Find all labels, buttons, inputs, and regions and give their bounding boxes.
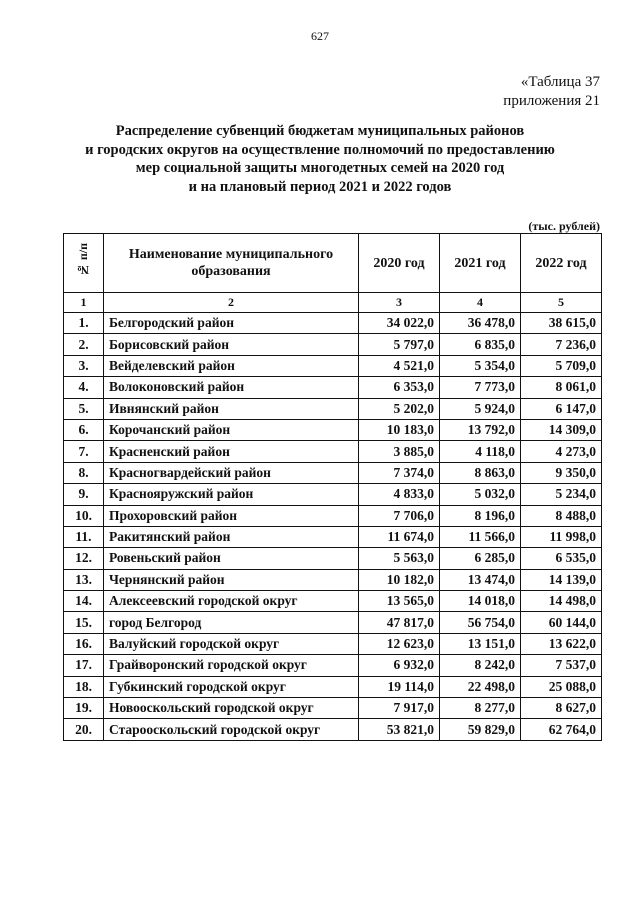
table-reference (503, 73, 600, 111)
value-2020: 53 821,0 (359, 719, 440, 740)
value-2022: 60 144,0 (521, 612, 602, 633)
table-row (64, 484, 602, 505)
table-row (64, 655, 602, 676)
municipality-name: Новооскольский городской округ (104, 698, 359, 719)
value-2021: 11 566,0 (440, 526, 521, 547)
value-2021: 6 285,0 (440, 548, 521, 569)
value-2022: 13 622,0 (521, 633, 602, 654)
col-number-1: 1 (64, 293, 104, 313)
table-row (64, 569, 602, 590)
header-num-label: № п/п (76, 243, 90, 278)
col-number-4: 4 (440, 293, 521, 313)
value-2021: 36 478,0 (440, 313, 521, 334)
value-2021: 13 151,0 (440, 633, 521, 654)
value-2020: 12 623,0 (359, 633, 440, 654)
col-number-5: 5 (521, 293, 602, 313)
value-2021: 5 924,0 (440, 398, 521, 419)
value-2021: 5 354,0 (440, 355, 521, 376)
value-2022: 4 273,0 (521, 441, 602, 462)
table-row (64, 676, 602, 697)
row-number: 20. (64, 719, 104, 740)
value-2022: 7 537,0 (521, 655, 602, 676)
row-number: 8. (64, 462, 104, 483)
row-number: 3. (64, 355, 104, 376)
municipality-name: город Белгород (104, 612, 359, 633)
municipality-name: Ивнянский район (104, 398, 359, 419)
row-number: 17. (64, 655, 104, 676)
municipality-name: Ровеньский район (104, 548, 359, 569)
value-2020: 6 353,0 (359, 377, 440, 398)
municipality-name: Красногвардейский район (104, 462, 359, 483)
value-2020: 4 521,0 (359, 355, 440, 376)
municipality-name: Краснояружский район (104, 484, 359, 505)
value-2021: 8 196,0 (440, 505, 521, 526)
value-2020: 11 674,0 (359, 526, 440, 547)
value-2021: 8 242,0 (440, 655, 521, 676)
municipality-name: Чернянский район (104, 569, 359, 590)
table-row (64, 719, 602, 740)
value-2020: 7 917,0 (359, 698, 440, 719)
value-2021: 8 277,0 (440, 698, 521, 719)
table-body (64, 313, 602, 741)
table-row (64, 355, 602, 376)
row-number: 10. (64, 505, 104, 526)
column-number-row (64, 293, 602, 313)
value-2022: 62 764,0 (521, 719, 602, 740)
row-number: 18. (64, 676, 104, 697)
value-2020: 47 817,0 (359, 612, 440, 633)
value-2021: 14 018,0 (440, 591, 521, 612)
municipality-name: Белгородский район (104, 313, 359, 334)
row-number: 13. (64, 569, 104, 590)
municipality-name: Прохоровский район (104, 505, 359, 526)
value-2020: 5 563,0 (359, 548, 440, 569)
table-row (64, 313, 602, 334)
table-row (64, 633, 602, 654)
value-2022: 14 309,0 (521, 419, 602, 440)
title-line2: и городских округов на осуществление полномочий по предоставлению (85, 141, 555, 158)
value-2020: 5 202,0 (359, 398, 440, 419)
row-number: 12. (64, 548, 104, 569)
value-2020: 3 885,0 (359, 441, 440, 462)
row-number: 2. (64, 334, 104, 355)
title-line3: мер социальной защиты многодетных семей на 2020 год (135, 160, 505, 176)
value-2022: 5 234,0 (521, 484, 602, 505)
col-number-3: 3 (359, 293, 440, 313)
row-number: 11. (64, 526, 104, 547)
value-2022: 11 998,0 (521, 526, 602, 547)
value-2021: 56 754,0 (440, 612, 521, 633)
municipality-name: Алексеевский городской округ (104, 591, 359, 612)
municipality-name: Красненский район (104, 441, 359, 462)
value-2020: 6 932,0 (359, 655, 440, 676)
value-2020: 34 022,0 (359, 313, 440, 334)
table-row (64, 419, 602, 440)
value-2021: 22 498,0 (440, 676, 521, 697)
value-2021: 13 792,0 (440, 419, 521, 440)
row-number: 6. (64, 419, 104, 440)
row-number: 4. (64, 377, 104, 398)
row-number: 14. (64, 591, 104, 612)
value-2021: 13 474,0 (440, 569, 521, 590)
document-title (40, 122, 600, 196)
row-number: 15. (64, 612, 104, 633)
value-2020: 19 114,0 (359, 676, 440, 697)
value-2020: 7 706,0 (359, 505, 440, 526)
municipality-name: Корочанский район (104, 419, 359, 440)
row-number: 5. (64, 398, 104, 419)
value-2021: 59 829,0 (440, 719, 521, 740)
table-header-row (64, 234, 602, 293)
value-2022: 9 350,0 (521, 462, 602, 483)
value-2020: 10 183,0 (359, 419, 440, 440)
value-2022: 14 139,0 (521, 569, 602, 590)
table-row (64, 334, 602, 355)
header-2020: 2020 год (359, 234, 440, 293)
row-number: 9. (64, 484, 104, 505)
row-number: 1. (64, 313, 104, 334)
value-2022: 8 488,0 (521, 505, 602, 526)
value-2020: 5 797,0 (359, 334, 440, 355)
municipality-name: Губкинский городской округ (104, 676, 359, 697)
header-name: Наименование муниципального образования (104, 234, 359, 293)
municipality-name: Старооскольский городской округ (104, 719, 359, 740)
value-2022: 7 236,0 (521, 334, 602, 355)
value-2020: 7 374,0 (359, 462, 440, 483)
table-row (64, 698, 602, 719)
table-row (64, 591, 602, 612)
value-2022: 6 535,0 (521, 548, 602, 569)
header-2021: 2021 год (440, 234, 521, 293)
value-2021: 6 835,0 (440, 334, 521, 355)
value-2022: 14 498,0 (521, 591, 602, 612)
table-row (64, 526, 602, 547)
value-2020: 4 833,0 (359, 484, 440, 505)
value-2021: 4 118,0 (440, 441, 521, 462)
value-2022: 8 627,0 (521, 698, 602, 719)
municipality-name: Грайворонский городской округ (104, 655, 359, 676)
municipality-name: Борисовский район (104, 334, 359, 355)
row-number: 19. (64, 698, 104, 719)
header-num (64, 234, 104, 293)
table-row (64, 548, 602, 569)
row-number: 7. (64, 441, 104, 462)
value-2022: 6 147,0 (521, 398, 602, 419)
value-2022: 38 615,0 (521, 313, 602, 334)
table-row (64, 441, 602, 462)
table-row (64, 377, 602, 398)
table-row (64, 612, 602, 633)
value-2020: 13 565,0 (359, 591, 440, 612)
units-label: (тыс. рублей) (528, 219, 600, 233)
municipality-name: Волоконовский район (104, 377, 359, 398)
header-2022: 2022 год (521, 234, 602, 293)
value-2022: 5 709,0 (521, 355, 602, 376)
col-number-2: 2 (104, 293, 359, 313)
value-2022: 8 061,0 (521, 377, 602, 398)
municipality-name: Вейделевский район (104, 355, 359, 376)
table-ref-line2: приложения 21 (503, 93, 600, 109)
value-2021: 7 773,0 (440, 377, 521, 398)
page-number: 627 (311, 29, 329, 43)
title-line1: Распределение субвенций бюджетам муниципальных районов (115, 123, 525, 139)
title-line4: и на плановый период 2021 и 2022 годов (188, 178, 452, 195)
municipality-name: Ракитянский район (104, 526, 359, 547)
table-row (64, 398, 602, 419)
table-row (64, 462, 602, 483)
subvention-table (63, 233, 602, 741)
value-2021: 5 032,0 (440, 484, 521, 505)
municipality-name: Валуйский городской округ (104, 633, 359, 654)
table-ref-line1: «Таблица 37 (520, 74, 600, 90)
table-row (64, 505, 602, 526)
value-2021: 8 863,0 (440, 462, 521, 483)
row-number: 16. (64, 633, 104, 654)
value-2020: 10 182,0 (359, 569, 440, 590)
value-2022: 25 088,0 (521, 676, 602, 697)
